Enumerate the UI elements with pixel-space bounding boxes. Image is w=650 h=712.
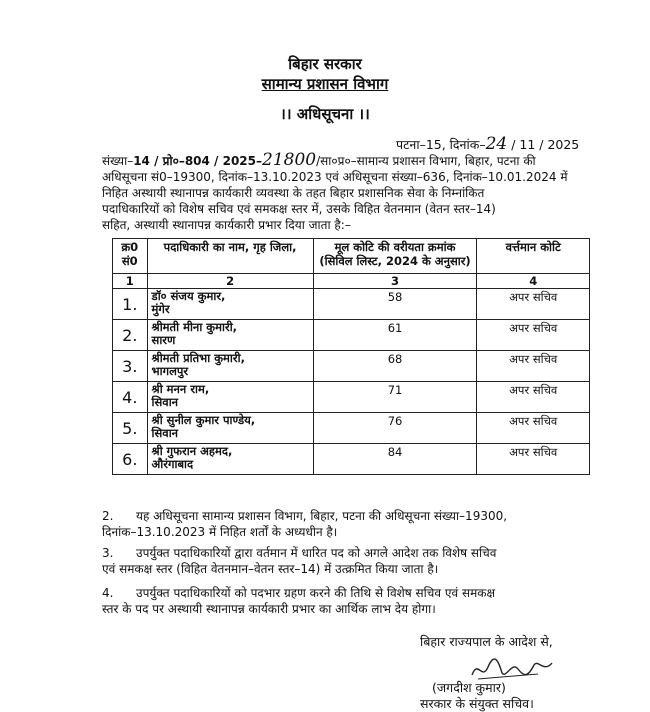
table-row (113, 413, 590, 444)
table-row (113, 444, 590, 475)
reference-line-1 (102, 152, 602, 169)
date-rest: / 11 / 2025 (511, 137, 580, 152)
officer-district: सिवान (151, 426, 179, 440)
seniority-cell: 71 (313, 382, 477, 413)
post-cell: अपर सचिव (477, 320, 590, 351)
officer-cell (147, 382, 313, 413)
seniority-cell: 84 (313, 444, 477, 475)
serial-cell: 5. (113, 413, 148, 444)
reference-paragraph (102, 152, 602, 233)
serial-cell: 3. (113, 351, 148, 382)
serial-cell: 6. (113, 444, 148, 475)
officer-district: सिवान (151, 395, 179, 409)
table-row (113, 382, 590, 413)
paragraph-line: यह अधिसूचना सामान्य प्रशासन विभाग, बिहार, पटना की अधिसूचना संख्या–19300, (136, 509, 508, 523)
seniority-cell: 61 (313, 320, 477, 351)
table-row (113, 289, 590, 320)
paragraph-line: स्तर के पद पर अस्थायी स्थानापन्न कार्यकारी प्रभार का आर्थिक लाभ देय होगा। (102, 602, 436, 616)
officer-name: डॉ० संजय कुमार, (151, 289, 226, 303)
officers-table (112, 238, 590, 475)
reference-line-5: सहित, अस्थायी स्थानापन्न कार्यकारी प्रभार दिया जाता है:– (102, 218, 351, 232)
date-place: पटना–15, दिनांक– (396, 137, 486, 152)
post-cell: अपर सचिव (477, 413, 590, 444)
officer-district: मुंगेर (151, 302, 170, 316)
signatory-name: (जगदीश कुमार) (432, 680, 506, 695)
paragraph-line: उपर्युक्त पदाधिकारियों को पदभार ग्रहण करने की तिथि से विशेष सचिव एवं समकक्ष (136, 586, 496, 600)
officer-district: भागलपुर (151, 364, 189, 378)
officer-name: श्रीमती मीना कुमारी, (151, 320, 238, 334)
paragraph-line: एवं समकक्ष स्तर (विहित वेतनमान–वेतन स्तर–14) में उत्क्रमित किया जाता है। (102, 562, 439, 576)
index-cell: 1 (113, 274, 148, 289)
officer-name: श्री सुनील कुमार पाण्डेय, (151, 413, 256, 427)
header-seniority: मूल कोटि की वरीयता क्रमांक (सिविल लिस्ट, 2024 के अनुसार) (313, 239, 477, 274)
paragraph-number: 4. (102, 586, 114, 600)
paragraph-2 (102, 508, 600, 540)
reference-line-3: निहित अस्थायी स्थानापन्न कार्यकारी व्यवस्था के तहत बिहार प्रशासनिक सेवा के निम्नांकित (102, 186, 485, 200)
officer-name: श्री मनन राम, (151, 382, 210, 396)
header-serial: क्र0 सं0 (113, 239, 148, 274)
officer-cell (147, 289, 313, 320)
paragraph-number: 2. (102, 509, 114, 523)
officer-cell (147, 444, 313, 475)
index-cell: 2 (147, 274, 313, 289)
paragraph-number: 3. (102, 546, 114, 560)
table-header-row (113, 239, 590, 274)
paragraph-4 (102, 585, 600, 617)
reference-handwritten-number: 21800 (262, 152, 317, 169)
post-cell: अपर सचिव (477, 444, 590, 475)
reference-prefix: संख्या– (102, 154, 134, 168)
order-line: बिहार राज्यपाल के आदेश से, (420, 634, 553, 649)
officer-cell (147, 351, 313, 382)
post-cell: अपर सचिव (477, 382, 590, 413)
reference-line-4: पदाधिकारियों को विशेष सचिव एवं समकक्ष स्तर में, उसके विहित वेतनमान (वेतन स्तर–14) (102, 202, 496, 216)
header-current-post: वर्त्तमान कोटि (477, 239, 590, 274)
date-line (396, 134, 579, 154)
officer-cell (147, 413, 313, 444)
date-day-handwritten: 24 (485, 134, 508, 154)
post-cell: अपर सचिव (477, 289, 590, 320)
index-cell: 3 (313, 274, 477, 289)
officer-district: औरंगाबाद (151, 457, 194, 471)
table-row (113, 351, 590, 382)
header-name: पदाधिकारी का नाम, गृह जिला, (147, 239, 313, 274)
notification-title: ।। अधिसूचना ।। (280, 105, 370, 123)
seniority-cell: 76 (313, 413, 477, 444)
serial-cell: 4. (113, 382, 148, 413)
paragraph-line: दिनांक–13.10.2023 में निहित शर्तों के अध्यधीन है। (102, 525, 338, 539)
reference-line-2: अधिसूचना सं0–19300, दिनांक–13.10.2023 एवं अधिसूचना संख्या–636, दिनांक–10.01.2024 में (102, 170, 568, 184)
post-cell: अपर सचिव (477, 351, 590, 382)
index-cell: 4 (477, 274, 590, 289)
serial-cell: 1. (113, 289, 148, 320)
table-index-row (113, 274, 590, 289)
reference-line-1-text: /सा०प्र०–सामान्य प्रशासन विभाग, बिहार, पटना की (316, 154, 536, 168)
table-row (113, 320, 590, 351)
signatory-designation: सरकार के संयुक्त सचिव। (420, 696, 534, 711)
government-heading: बिहार सरकार (288, 55, 362, 73)
officer-name: श्री गुफरान अहमद, (151, 444, 233, 458)
seniority-cell: 68 (313, 351, 477, 382)
reference-number: 14 / प्रो०–804 / 2025– (133, 154, 263, 168)
paragraph-3 (102, 545, 600, 577)
officer-name: श्रीमती प्रतिभा कुमारी, (151, 351, 245, 365)
paragraph-line: उपर्युक्त पदाधिकारियों द्वारा वर्तमान में धारित पद को अगले आदेश तक विशेष सचिव (136, 546, 497, 560)
department-heading: सामान्य प्रशासन विभाग (261, 75, 389, 93)
officer-district: सारण (151, 333, 176, 347)
officer-cell (147, 320, 313, 351)
serial-cell: 2. (113, 320, 148, 351)
seniority-cell: 58 (313, 289, 477, 320)
